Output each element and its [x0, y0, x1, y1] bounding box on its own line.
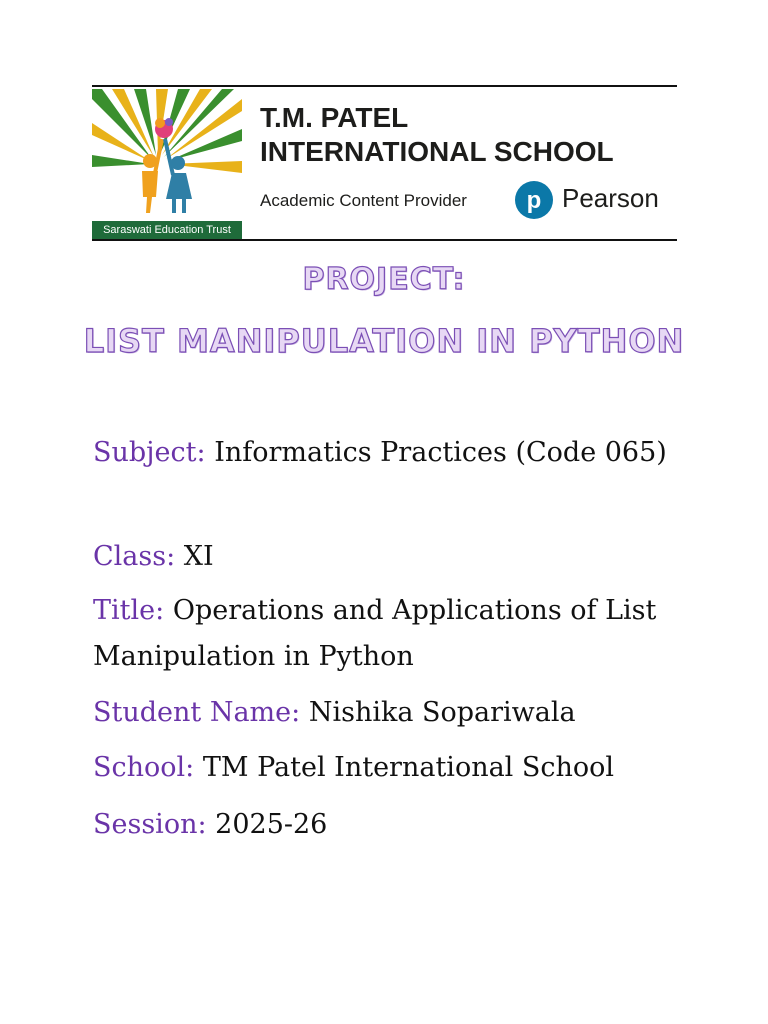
subject-label: Subject:	[93, 437, 206, 468]
pearson-logo-icon	[514, 180, 554, 220]
school-name-line1: T.M. PATEL	[260, 102, 409, 133]
school-row	[93, 745, 693, 791]
project-heading: PROJECT:	[302, 262, 466, 297]
svg-text:p: p	[526, 187, 542, 214]
school-name	[260, 101, 614, 169]
student-name-label: Student Name:	[93, 697, 301, 728]
subject-value: Informatics Practices (Code 065)	[214, 437, 667, 468]
school-name-line2: INTERNATIONAL SCHOOL	[260, 136, 614, 167]
class-row	[93, 534, 693, 580]
session-row	[93, 802, 693, 848]
school-label: School:	[93, 752, 195, 783]
subject-row	[93, 430, 693, 476]
title-row	[93, 588, 693, 680]
class-label: Class:	[93, 541, 176, 572]
trust-caption: Saraswati Education Trust	[92, 221, 242, 239]
content-provider-label: Academic Content Provider	[260, 191, 467, 210]
session-label: Session:	[93, 809, 207, 840]
student-name-value: Nishika Sopariwala	[308, 697, 576, 728]
school-logo	[92, 89, 242, 239]
project-topic: LIST MANIPULATION IN PYTHON	[83, 322, 685, 360]
school-header-banner	[92, 85, 677, 241]
student-name-row	[93, 690, 693, 736]
title-value: Operations and Applications of List Manipulation in Python	[93, 595, 657, 672]
school-value: TM Patel International School	[202, 752, 615, 783]
class-value: XI	[183, 541, 214, 572]
title-label: Title:	[93, 595, 165, 626]
pearson-name: Pearson	[562, 183, 659, 213]
session-value: 2025-26	[215, 809, 328, 840]
